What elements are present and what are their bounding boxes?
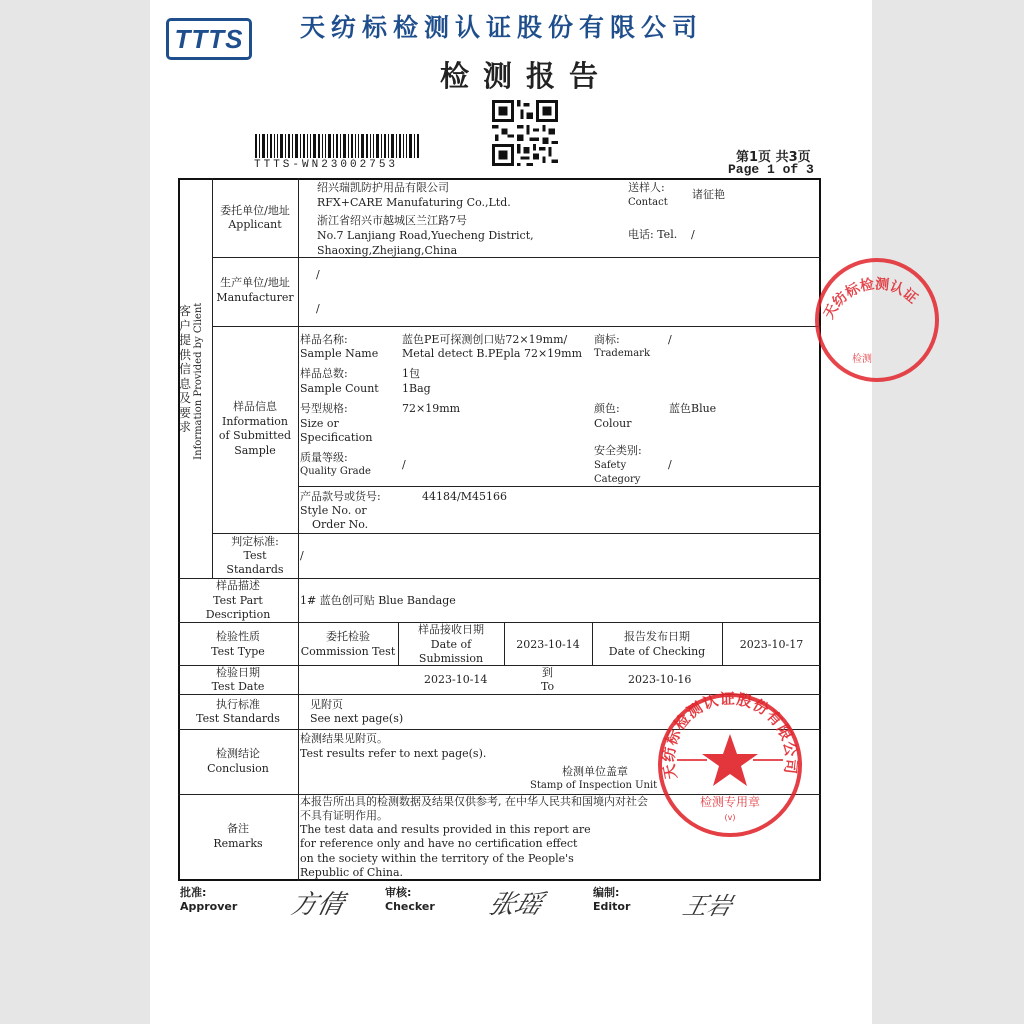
test-standards-label-en: Test Standards bbox=[196, 712, 280, 725]
conclusion-label-cn: 检测结论 bbox=[216, 747, 260, 760]
remarks-label-cn: 备注 bbox=[227, 822, 249, 835]
test-type-value-en: Commission Test bbox=[300, 645, 396, 658]
approver-label-cn: 批准: bbox=[180, 886, 207, 899]
inspection-seal-sub: 检测专用章 bbox=[699, 795, 761, 809]
contact-label-cn: 送样人: bbox=[628, 181, 665, 194]
submission-date: 2023-10-14 bbox=[516, 638, 580, 651]
test-date-to-cn: 到 bbox=[542, 666, 553, 679]
test-date-to: 2023-10-16 bbox=[628, 673, 692, 686]
approver-label-en: Approver bbox=[180, 900, 238, 913]
inspection-seal-code: (v) bbox=[724, 813, 736, 822]
tel-label: 电话: Tel. bbox=[628, 228, 678, 241]
contact-value: 诸征艳 bbox=[692, 188, 725, 201]
style-label-en-2: Order No. bbox=[312, 518, 369, 531]
manufacturer-label-en: Manufacturer bbox=[216, 291, 294, 304]
test-part-label-en-2: Description bbox=[205, 608, 271, 621]
safety-label-en-1: Safety bbox=[594, 460, 627, 471]
editor-signature: 王岩 bbox=[679, 892, 735, 920]
trademark-label-cn: 商标: bbox=[594, 333, 620, 346]
grade-label-cn: 质量等级: bbox=[300, 451, 348, 464]
client-standards-value: / bbox=[300, 549, 304, 562]
sample-label-en-3: Sample bbox=[234, 444, 276, 457]
style-label-cn: 产品款号或货号: bbox=[300, 490, 381, 503]
remarks-line-en-4: Republic of China. bbox=[300, 866, 404, 879]
test-date-label-cn: 检验日期 bbox=[216, 666, 260, 679]
remarks-line-en-1: The test data and results provided in this report are bbox=[300, 823, 591, 836]
row-divider bbox=[212, 257, 821, 258]
applicant-name-cn: 绍兴瑞凯防护用品有限公司 bbox=[317, 181, 449, 194]
column-divider bbox=[298, 178, 299, 881]
sample-label-en-1: Information bbox=[221, 415, 289, 428]
applicant-address-en-2: Shaoxing,Zhejiang,China bbox=[317, 244, 458, 257]
test-type-label-cn: 检验性质 bbox=[216, 630, 260, 643]
qr-code-icon bbox=[490, 100, 560, 166]
style-label-en-1: Style No. or bbox=[300, 504, 367, 517]
submission-label-cn: 样品接收日期 bbox=[418, 623, 484, 636]
inspection-stamp-label-cn: 检测单位盖章 bbox=[562, 765, 628, 778]
manufacturer-value-2: / bbox=[316, 302, 320, 315]
client-standards-label-en-1: Test bbox=[243, 549, 267, 562]
colour-label-cn: 颜色: bbox=[594, 402, 620, 415]
edge-seal-text: 天纺标检测认证 bbox=[821, 276, 921, 322]
company-name: 天纺标检测认证股份有限公司 bbox=[300, 13, 704, 42]
test-part-label-cn: 样品描述 bbox=[216, 579, 260, 592]
test-date-to-en: To bbox=[541, 680, 555, 693]
logo-text: TTTS bbox=[174, 24, 244, 54]
trademark-label-en: Trademark bbox=[594, 348, 651, 359]
row-divider bbox=[212, 533, 821, 534]
sample-label-cn: 样品信息 bbox=[233, 400, 277, 413]
sample-count-label-en: Sample Count bbox=[300, 382, 379, 395]
report-number: TTTS-WN23002753 bbox=[254, 159, 399, 171]
client-info-side-label bbox=[178, 290, 212, 460]
checker-label-cn: 审核: bbox=[385, 886, 412, 899]
size-value: 72×19mm bbox=[402, 402, 461, 415]
colour-value: 蓝色Blue bbox=[669, 402, 717, 415]
sample-count-value-cn: 1包 bbox=[402, 367, 420, 380]
checking-label-cn: 报告发布日期 bbox=[624, 630, 690, 643]
safety-value: / bbox=[668, 458, 672, 471]
manufacturer-label-cn: 生产单位/地址 bbox=[220, 276, 290, 289]
checker-label-en: Checker bbox=[385, 900, 435, 913]
client-standards-label-en-2: Standards bbox=[226, 563, 284, 576]
test-date-label-en: Test Date bbox=[211, 680, 265, 693]
seal-star-icon bbox=[702, 734, 758, 786]
edge-seal-sub: 检测 bbox=[852, 354, 872, 365]
side-label-en: Information Provided by Client bbox=[192, 302, 204, 460]
grade-label-en: Quality Grade bbox=[300, 466, 371, 477]
grade-value: / bbox=[402, 458, 406, 471]
row-divider bbox=[212, 326, 821, 327]
editor-label-en: Editor bbox=[593, 900, 631, 913]
svg-text:天纺标检测认证 bbox=[821, 275, 921, 321]
page-indicator-cn: 第1页 共3页 bbox=[736, 150, 811, 165]
row-divider bbox=[298, 486, 821, 487]
remarks-line-en-2: for reference only and have no certification effect bbox=[300, 837, 578, 850]
style-value: 44184/M45166 bbox=[422, 490, 507, 503]
remarks-line-en-3: on the society within the territory of the People's bbox=[300, 852, 574, 865]
column-divider bbox=[212, 178, 213, 578]
sample-count-label-cn: 样品总数: bbox=[300, 367, 348, 380]
submission-label-en-1: Date of bbox=[430, 638, 472, 651]
sample-name-label-cn: 样品名称: bbox=[300, 333, 348, 346]
test-standards-value-en: See next page(s) bbox=[310, 712, 404, 725]
client-standards-label-cn: 判定标准: bbox=[231, 535, 279, 548]
test-standards-label-cn: 执行标准 bbox=[216, 698, 260, 711]
ttts-logo bbox=[166, 18, 252, 60]
submission-label-en-2: Submission bbox=[418, 652, 484, 665]
checking-label-en: Date of Checking bbox=[608, 645, 706, 658]
manufacturer-value-1: / bbox=[316, 268, 320, 281]
sample-label-en-2: of Submitted bbox=[218, 429, 292, 442]
page-indicator-en: Page 1 of 3 bbox=[728, 162, 814, 177]
applicant-address-en-1: No.7 Lanjiang Road,Yuecheng District, bbox=[317, 229, 534, 242]
sample-name-value-cn: 蓝色PE可探测创口贴72×19mm/ bbox=[402, 333, 568, 346]
approver-signature: 方倩 bbox=[288, 890, 347, 920]
test-part-label-en-1: Test Part bbox=[213, 594, 263, 607]
applicant-label-en: Applicant bbox=[228, 218, 282, 231]
sample-count-value-en: 1Bag bbox=[402, 382, 431, 395]
edge-seal-stamp bbox=[812, 250, 921, 390]
size-label-en-2: Specification bbox=[300, 431, 373, 444]
test-part-value: 1# 蓝色创可贴 Blue Bandage bbox=[300, 594, 456, 607]
conclusion-value-en: Test results refer to next page(s). bbox=[300, 747, 487, 760]
checking-date: 2023-10-17 bbox=[739, 638, 804, 651]
applicant-label-cn: 委托单位/地址 bbox=[220, 204, 290, 217]
inspection-seal-icon bbox=[655, 690, 805, 840]
side-label-cn: 客户提供信息及要求 bbox=[179, 304, 192, 434]
conclusion-label-en: Conclusion bbox=[207, 762, 269, 775]
contact-label-en: Contact bbox=[628, 197, 668, 208]
remarks-line-cn-1: 本报告所出具的检测数据及结果仅供参考, 在中华人民共和国境内对社会 bbox=[300, 795, 648, 808]
sample-name-label-en: Sample Name bbox=[300, 347, 379, 360]
conclusion-value-cn: 检测结果见附页。 bbox=[300, 732, 388, 745]
checker-signature: 张瑶 bbox=[484, 890, 547, 920]
applicant-name-en: RFX+CARE Manufaturing Co.,Ltd. bbox=[317, 196, 511, 209]
size-label-en-1: Size or bbox=[300, 417, 339, 430]
size-label-cn: 号型规格: bbox=[300, 402, 348, 415]
safety-label-en-2: Category bbox=[594, 474, 641, 485]
trademark-value: / bbox=[668, 333, 672, 346]
test-type-label-en: Test Type bbox=[211, 645, 265, 658]
inspection-seal-stamp bbox=[655, 690, 805, 840]
sample-name-value-en: Metal detect B.PEpla 72×19mm bbox=[402, 347, 583, 360]
safety-label-cn: 安全类别: bbox=[594, 444, 642, 457]
test-type-value-cn: 委托检验 bbox=[326, 630, 370, 643]
barcode-icon bbox=[255, 134, 420, 158]
edge-seal-icon bbox=[812, 250, 942, 390]
inspection-seal-text: 天纺标检测认证股份有限公司 bbox=[659, 690, 801, 781]
test-date-from: 2023-10-14 bbox=[424, 673, 488, 686]
remarks-label-en: Remarks bbox=[213, 837, 263, 850]
remarks-line-cn-2: 不具有证明作用。 bbox=[300, 809, 388, 822]
test-standards-value-cn: 见附页 bbox=[310, 698, 343, 711]
editor-label-cn: 编制: bbox=[593, 886, 620, 899]
report-title: 检测报告 bbox=[440, 59, 613, 93]
tel-value: / bbox=[691, 228, 695, 241]
inspection-stamp-label-en: Stamp of Inspection Unit bbox=[530, 780, 658, 791]
applicant-address-cn: 浙江省绍兴市越城区兰江路7号 bbox=[317, 214, 467, 227]
colour-label-en: Colour bbox=[594, 417, 632, 430]
